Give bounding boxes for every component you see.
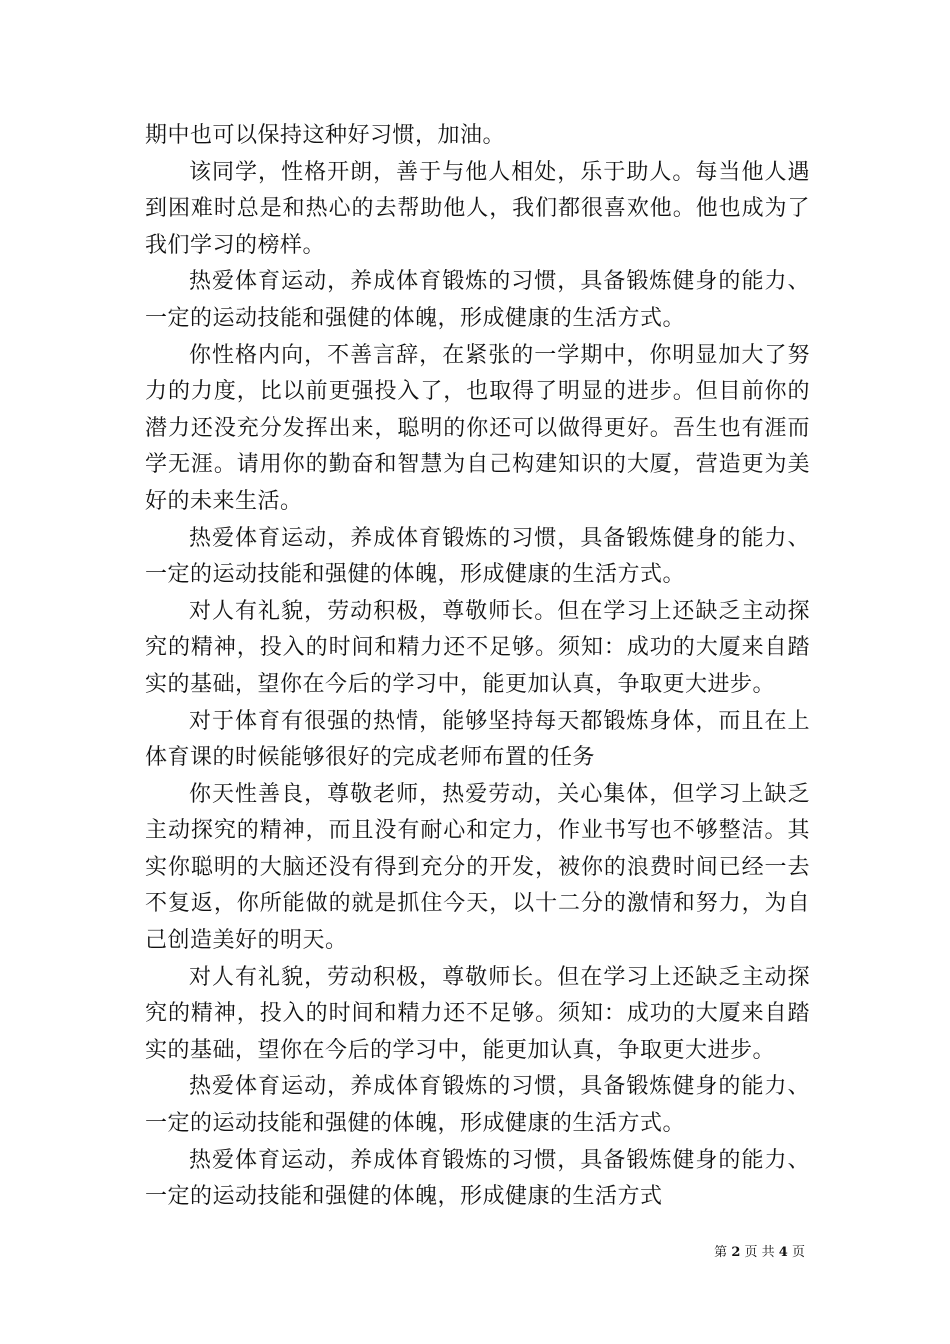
paragraph-continuation: 期中也可以保持这种好习惯，加油。 (145, 123, 506, 148)
paragraph: 对于体育有很强的热情，能够坚持每天都锻炼身体，而且在上体育课的时候能够很好的完成老师布置的任务 (145, 708, 810, 771)
paragraph: 热爱体育运动，养成体育锻炼的习惯，具备锻炼健身的能力、一定的运动技能和强健的体魄，形成健康的生活方式。 (145, 525, 810, 588)
paragraph: 对人有礼貌，劳动积极，尊敬师长。但在学习上还缺乏主动探究的精神，投入的时间和精力还不足够。须知：成功的大厦来自踏实的基础，望你在今后的学习中，能更加认真，争取更大进步。 (145, 598, 810, 697)
paragraph: 你性格内向，不善言辞，在紧张的一学期中，你明显加大了努力的力度，比以前更强投入了，也取得了明显的进步。但目前你的潜力还没充分发挥出来，聪明的你还可以做得更好。吾生也有涯而学无涯。请用你的勤奋和智慧为自己构建知识的大厦，营造更为美好的未来生活。 (145, 342, 810, 514)
paragraph: 热爱体育运动，养成体育锻炼的习惯，具备锻炼健身的能力、一定的运动技能和强健的体魄，形成健康的生活方式。 (145, 1074, 810, 1137)
footer-suffix: 页 (791, 1245, 805, 1260)
document-body (145, 118, 810, 1216)
footer-prefix: 第 (714, 1245, 728, 1260)
footer-middle: 页 共 (744, 1245, 775, 1260)
page-footer (714, 1244, 805, 1262)
paragraph: 热爱体育运动，养成体育锻炼的习惯，具备锻炼健身的能力、一定的运动技能和强健的体魄，形成健康的生活方式。 (145, 269, 810, 331)
paragraph: 对人有礼貌，劳动积极，尊敬师长。但在学习上还缺乏主动探究的精神，投入的时间和精力还不足够。须知：成功的大厦来自踏实的基础，望你在今后的学习中，能更加认真，争取更大进步。 (145, 964, 810, 1063)
paragraph: 你天性善良，尊敬老师，热爱劳动，关心集体，但学习上缺乏主动探究的精神，而且没有耐心和定力，作业书写也不够整洁。其实你聪明的大脑还没有得到充分的开发，被你的浪费时间已经一去不复返，你所能做的就是抓住今天，以十二分的激情和努力，为自己创造美好的明天。 (145, 781, 810, 954)
footer-total-pages: 4 (778, 1245, 788, 1260)
paragraph: 热爱体育运动，养成体育锻炼的习惯，具备锻炼健身的能力、一定的运动技能和强健的体魄，形成健康的生活方式 (145, 1147, 810, 1210)
footer-page-number: 2 (731, 1245, 741, 1260)
paragraph: 该同学，性格开朗，善于与他人相处，乐于助人。每当他人遇到困难时总是和热心的去帮助他人，我们都很喜欢他。他也成为了我们学习的榜样。 (145, 159, 810, 258)
